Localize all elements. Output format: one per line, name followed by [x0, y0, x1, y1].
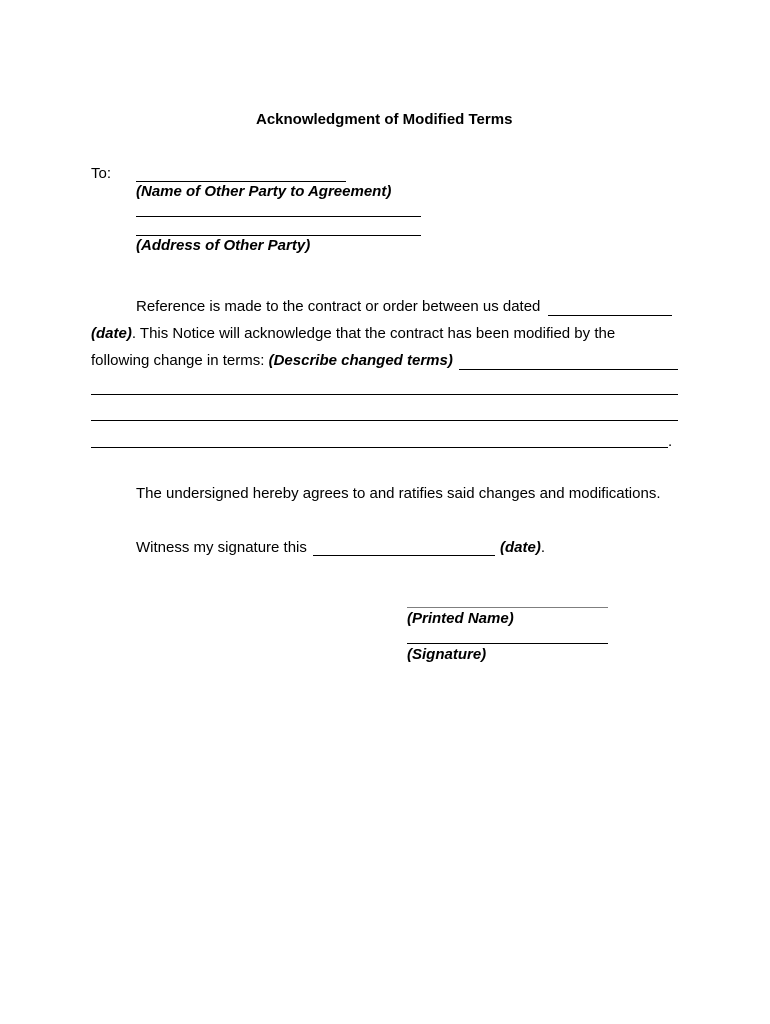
para1-line2-text: . This Notice will acknowledge that the contract has been modified by the: [131, 325, 616, 342]
document-title: Acknowledgment of Modified Terms: [256, 111, 513, 128]
changed-terms-line-3[interactable]: [91, 420, 678, 421]
para1-line3-text: following change in terms:: [91, 352, 265, 369]
para1-line3: [91, 352, 453, 370]
witness-period: .: [540, 539, 546, 556]
to-label: To:: [91, 165, 112, 182]
recipient-name-caption: (Name of Other Party to Agreement): [136, 183, 392, 200]
printed-name-caption: (Printed Name): [407, 610, 514, 627]
address-caption: (Address of Other Party): [136, 237, 311, 254]
contract-date-line[interactable]: [548, 315, 672, 316]
changed-terms-line-2[interactable]: [91, 394, 678, 395]
printed-name-line[interactable]: [407, 607, 608, 608]
signature-line[interactable]: [407, 643, 608, 644]
address-line-1[interactable]: [136, 216, 421, 217]
changed-terms-period: .: [668, 433, 673, 450]
changed-terms-caption: (Describe changed terms): [268, 352, 453, 369]
para1-line2: [91, 325, 615, 343]
changed-terms-line-1[interactable]: [459, 369, 678, 370]
changed-terms-line-4[interactable]: [91, 447, 668, 448]
witness-date-line[interactable]: [313, 555, 495, 556]
witness-date-caption: (date): [500, 539, 541, 556]
signature-caption: (Signature): [407, 646, 487, 663]
para1-line1-text: Reference is made to the contract or order between us dated: [136, 298, 541, 315]
recipient-name-line[interactable]: [136, 181, 346, 182]
contract-date-caption: (date): [91, 325, 132, 342]
para2-text: The undersigned hereby agrees to and ratifies said changes and modifications.: [136, 485, 661, 502]
witness-text: Witness my signature this: [136, 539, 307, 556]
address-line-2[interactable]: [136, 235, 421, 236]
witness-date: [500, 539, 545, 557]
